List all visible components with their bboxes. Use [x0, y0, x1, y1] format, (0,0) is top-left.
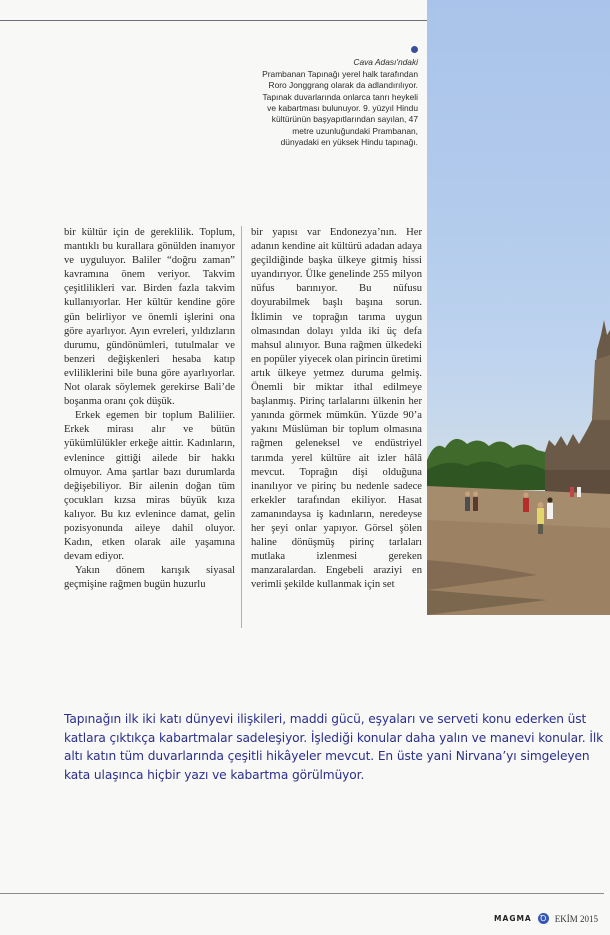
paragraph: bir kültür için de gereklilik. Toplum, mantıklı bu kurallara gönülden inanıyor ve uyguluyor. Baliler “doğru zaman” kavramına önem veriyor. Takvim çeşitlilikleri var. Birden fazla takvim kullanıyorlar. Her kültür kendine göre gün belirliyor ve önemli işlerini ona göre ayarlıyor. Ayın evreleri, yıldızların durumu, gündönümleri, tutulmalar ve benzeri değişkenleri hesaba katıp evliliklerini bile buna göre ayarlıyorlar. Not olarak söylemek gerekirse Bali’de boşanma oranı çok düşük. [64, 227, 235, 408]
caption-title: Cava Adası'ndaki [353, 57, 418, 68]
pull-quote: Tapınağın ilk iki katı dünyevi ilişkileri, maddi gücü, eşyaları ve serveti konu ederken üst katlara çıktıkça kabartmalar sadeleşiyor. İşlediği konular daha yalın ve manevi konular. İlk altı katın tüm duvarlarında çeşitli hikâyeler mevcut. En üste yani Nirvana’yı simgeleyen kata ulaşınca hiçbir yazı ve kabartma görülmüyor. [64, 712, 604, 782]
magma-circle-icon [411, 46, 418, 53]
issue-date: EKİM 2015 [554, 913, 598, 924]
page-footer [494, 913, 598, 924]
paragraph: bir yapısı var Endonezya’nın. Her adanın kendine ait kültürü adadan adaya geçildiğinde başka ülkeye gitmiş hissi uyandırıyor. Ülke genelinde 255 milyon nüfus barınıyor. Bu nüfusu doyurabilmek başlı başına sorun. İklimin ve toprağın tarıma uygun olmasından dolayı yılda iki üç defa mahsul alınıyor. Buna rağmen ülkedeki en popüler yiyecek olan pirincin üretimi artık ülkeye yetmez duruma gelmiş. Önemli bir miktar ithal edilmeye başlanmış. Pirinç tarlalarını ülkenin her yanında görmek mümkün. Yüzde 90’a yakını Müslüman bir toplum olmasına rağmen geleneksel ve endüstriyel tarımda yerel kültüre ait izler hâlâ mevcut. Toprağın dişi olduğuna inanılıyor ve pirinç bu nedenle sadece erkekler tarafından ekiliyor. Hasat zamanındaysa iş kadınların, neredeyse her şeyi onlar yapıyor. Görsel şölen haline dönüşmüş pirinç tarlaları mutlaka izlenmesi gereken manzaralardan. Engebeli araziyi en verimli şekilde kullanmak için set [251, 227, 422, 591]
magma-logo-icon: Ꝺ [538, 913, 549, 924]
article-column-2 [251, 226, 422, 592]
temple-photo [427, 0, 610, 615]
temple-photo-illustration [427, 0, 610, 615]
magazine-brand: MAGMA [494, 914, 532, 923]
paragraph: Yakın dönem karışık siyasal geçmişine rağmen bugün huzurlu [64, 565, 235, 591]
column-divider [241, 226, 242, 628]
caption-body: Prambanan Tapınağı yerel halk tarafından Roro Jonggrang olarak da adlandırılıyor. Tapınak duvarlarında onlarca tanrı heykeli ve kabartması bulunuyor. 9. yüzyıl Hindu kültürünün başyapıtlarından sayılan, 47 metre uzunluğundaki Prambanan, dünyadaki en yüksek Hindu tapınağı. [262, 68, 418, 148]
paragraph: Erkek egemen bir toplum Baliliier. Erkek mirası alır ve bütün yükümlülükler erkeğe aittir. Kadınların, evlenince gittiği ailede bir hakkı olmuyor. Ama şartlar bazı durumlarda değişebiliyor. Bir ailenin doğan tüm çocukları kızsa miras büyük kıza kalıyor. Bu kız evlenince damat, gelin pozisyonunda aileye dahil oluyor. Kadın, etken olarak aile yaşamına devam ediyor. [64, 410, 235, 563]
article-column-1 [64, 226, 235, 592]
photo-caption [262, 46, 418, 149]
bottom-rule [0, 893, 604, 894]
